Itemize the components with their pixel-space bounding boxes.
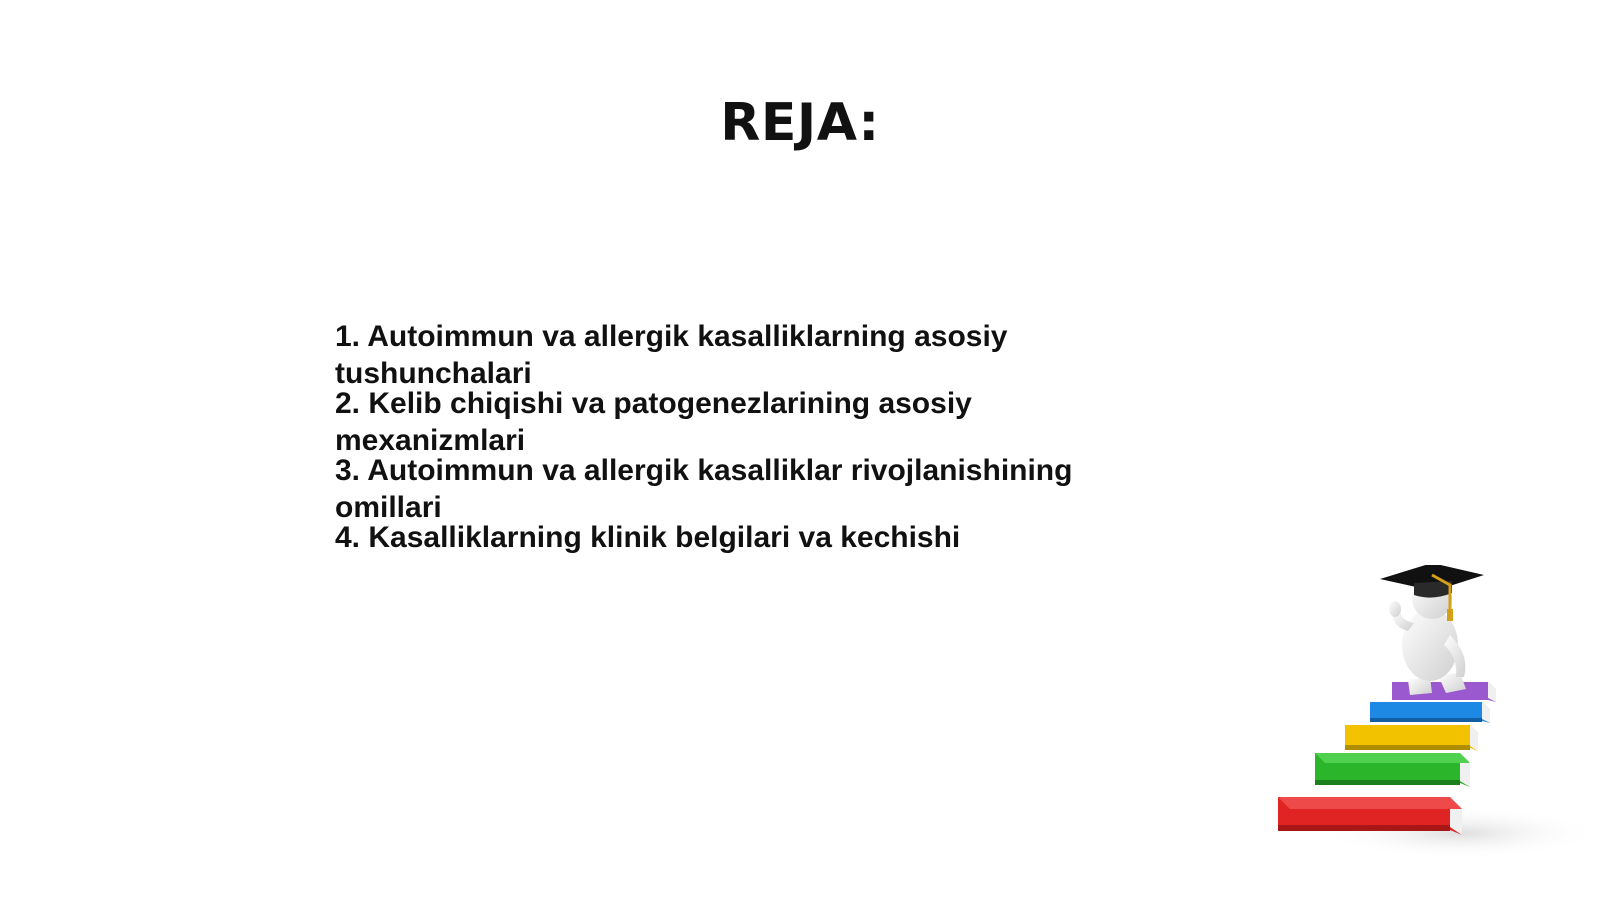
book-green: [1315, 753, 1470, 787]
book-blue: [1370, 702, 1490, 723]
plan-item-2: 2. Kelib chiqishi va patogenezlarining asosiy mexanizmlari: [335, 387, 972, 457]
graduate-on-books-icon: [1260, 565, 1600, 900]
book-red: [1278, 797, 1462, 835]
plan-item-4: 4. Kasalliklarning klinik belgilari va kechishi: [335, 521, 961, 554]
book-yellow: [1345, 725, 1478, 751]
slide-title: REJA:: [720, 93, 880, 153]
plan-item-3: 3. Autoimmun va allergik kasalliklar rivojlanishining omillari: [335, 454, 1073, 524]
plan-list: [335, 318, 1125, 586]
plan-item-1: 1. Autoimmun va allergik kasalliklarning asosiy tushunchalari: [335, 320, 1008, 390]
